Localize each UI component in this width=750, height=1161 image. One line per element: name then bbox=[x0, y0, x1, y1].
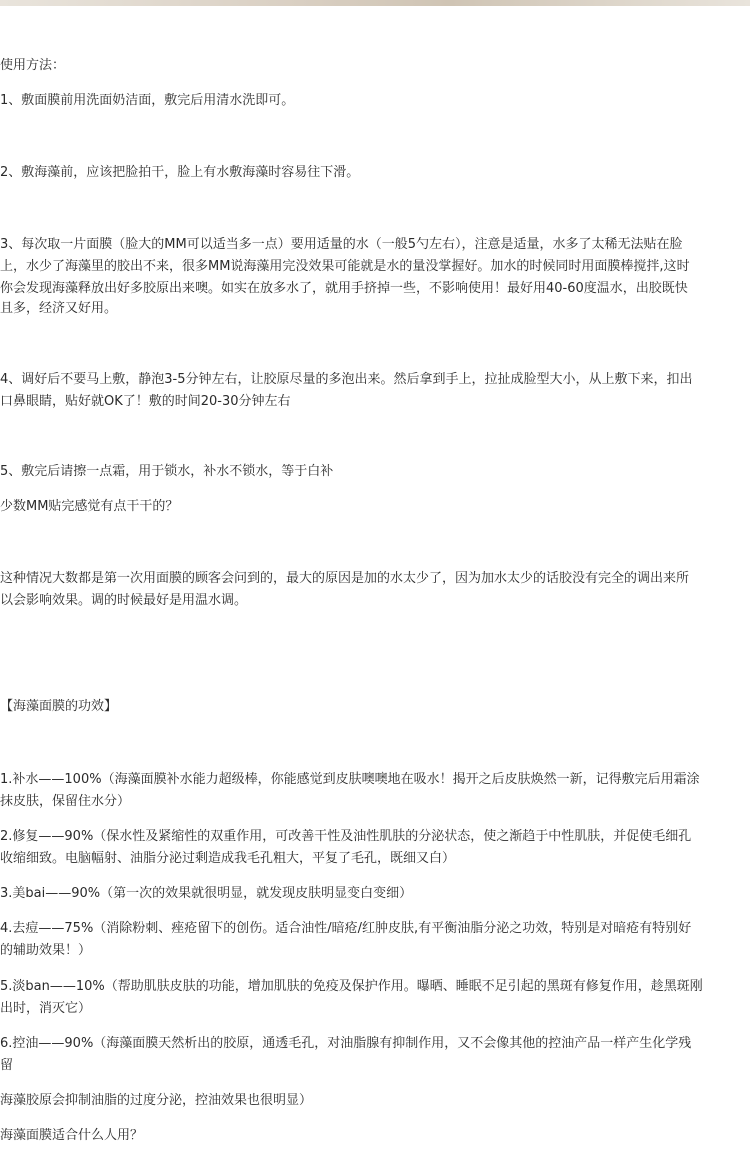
step-5: 5、敷完后请擦一点霜，用于锁水，补水不锁水，等于白补 bbox=[0, 464, 334, 479]
step-1: 1、敷面膜前用洗面奶洁面，敷完后用清水洗即可。 bbox=[0, 93, 295, 108]
effect-5-line-1: 5.淡ban——10%（帮助肌肤皮肤的功能，增加肌肤的免疫及保护作用。曝晒、睡眠不足引起的黑斑有修复作用，趁黑斑刚 bbox=[0, 979, 703, 994]
effect-3: 3.美bai——90%（第一次的效果就很明显，就发现皮肤明显变白变细） bbox=[0, 886, 413, 901]
effect-5-line-2: 出时，消灭它） bbox=[0, 1001, 92, 1016]
faq-question: 少数MM贴完感觉有点干干的？ bbox=[0, 499, 179, 514]
effect-6-line-3: 海藻胶原会抑制油脂的过度分泌，控油效果也很明显） bbox=[0, 1093, 313, 1108]
effect-2-line-1: 2.修复——90%（保水性及紧缩性的双重作用，可改善干性及油性肌肤的分泌状态，使之渐趋于中性肌肤，并促使毛细孔 bbox=[0, 829, 692, 844]
effect-2-line-2: 收缩细致。电脑幅射、油脂分泌过剩造成我毛孔粗大，平复了毛孔，既细又白） bbox=[0, 851, 456, 866]
effect-4-line-2: 的辅助效果！） bbox=[0, 943, 92, 958]
step-3-line-2: 上，水少了海藻里的胶出不来，很多MM说海藻用完没效果可能就是水的量没掌握好。加水的时候同时用面膜棒搅拌,这时 bbox=[0, 259, 690, 274]
suitability-question: 海藻面膜适合什么人用？ bbox=[0, 1128, 144, 1143]
effect-4-line-1: 4.去痘——75%（消除粉刺、痤疮留下的创伤。适合油性/暗疮/红肿皮肤,有平衡油脂分泌之功效，特别是对暗疮有特别好 bbox=[0, 921, 692, 936]
effects-heading: 【海藻面膜的功效】 bbox=[0, 699, 118, 714]
effect-1-line-2: 抹皮肤，保留住水分） bbox=[0, 794, 131, 809]
step-4-line-2: 口鼻眼睛，贴好就OK了！敷的时间20-30分钟左右 bbox=[0, 394, 291, 409]
effect-1-line-1: 1.补水——100%（海藻面膜补水能力超级棒，你能感觉到皮肤噢噢地在吸水！揭开之后皮肤焕然一新，记得敷完后用霜涂 bbox=[0, 772, 700, 787]
step-3-line-4: 且多，经济又好用。 bbox=[0, 301, 118, 316]
step-2: 2、敷海藻前，应该把脸拍干，脸上有水敷海藻时容易往下滑。 bbox=[0, 165, 360, 180]
step-3-line-3: 你会发现海藻释放出好多胶原出来噢。如实在放多水了，就用手挤掉一些，不影响使用！最好用40-60度温水，出胶既快 bbox=[0, 281, 688, 296]
faq-answer-line-2: 以会影响效果。调的时候最好是用温水调。 bbox=[0, 593, 248, 608]
faq-answer-line-1: 这种情况大数都是第一次用面膜的顾客会问到的，最大的原因是加的水太少了，因为加水太少的话胶没有完全的调出来所 bbox=[0, 571, 690, 586]
effect-6-line-1: 6.控油——90%（海藻面膜天然析出的胶原，通透毛孔，对油脂腺有抑制作用，又不会像其他的控油产品一样产生化学残 bbox=[0, 1036, 692, 1051]
step-3-line-1: 3、每次取一片面膜（脸大的MM可以适当多一点）要用适量的水（一般5勺左右），注意是适量，水多了太稀无法贴在脸 bbox=[0, 237, 683, 252]
effect-6-line-2: 留 bbox=[0, 1058, 14, 1073]
usage-heading: 使用方法： bbox=[0, 58, 66, 73]
step-4-line-1: 4、调好后不要马上敷，静泡3-5分钟左右，让胶原尽量的多泡出来。然后拿到手上，拉扯成脸型大小，从上敷下来，扣出 bbox=[0, 372, 693, 387]
top-banner-strip bbox=[0, 0, 750, 6]
